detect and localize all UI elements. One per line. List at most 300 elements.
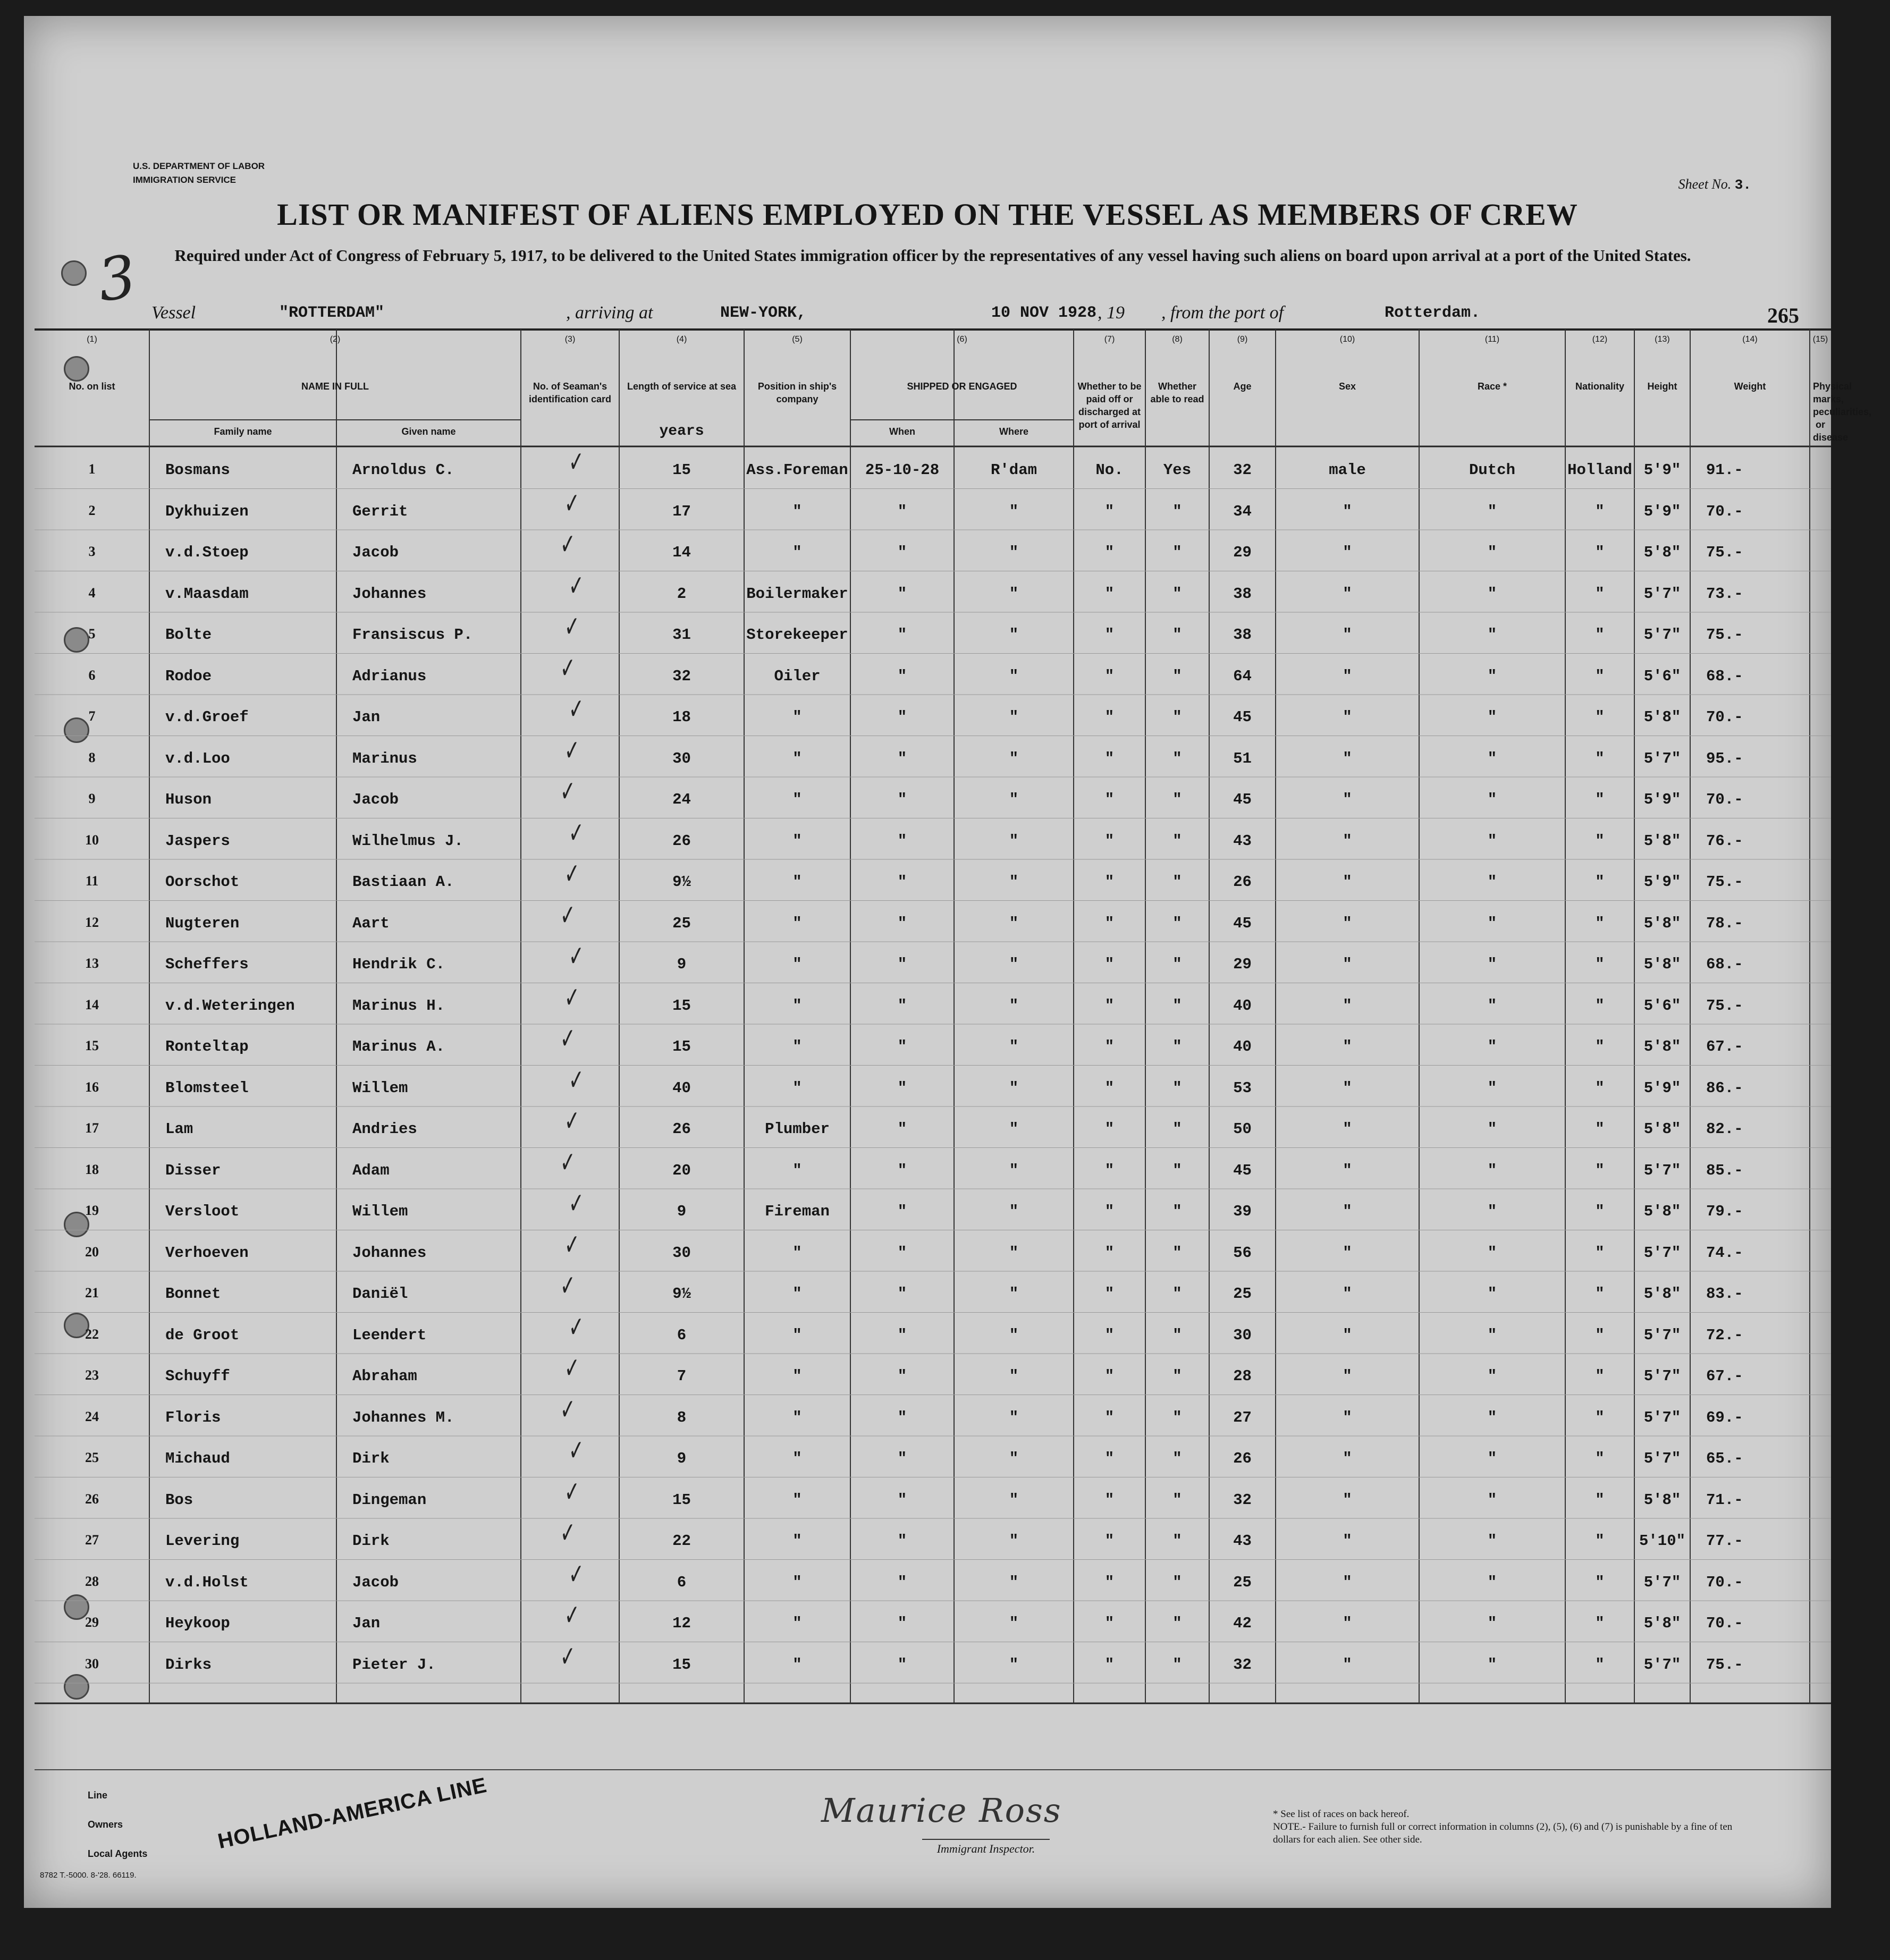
cell-weight: 75.- xyxy=(1706,873,1743,891)
cell-height: 5'8" xyxy=(1643,1491,1681,1509)
cell-given: Johannes xyxy=(352,1244,427,1262)
cell-weight: 68.- xyxy=(1706,956,1743,973)
cell-no: 2 xyxy=(88,502,96,518)
cell-read: " xyxy=(1172,956,1182,973)
cell-race: " xyxy=(1487,1161,1497,1179)
cell-paid: " xyxy=(1104,1655,1115,1674)
cell-no: 16 xyxy=(85,1079,99,1095)
cell-given: Arnoldus C. xyxy=(352,461,454,479)
cell-family: Nugteren xyxy=(165,914,240,932)
column-header: Length of service at sea xyxy=(627,381,737,392)
cell-given: Willem xyxy=(352,1079,408,1097)
cell-years: 9 xyxy=(677,1203,687,1220)
cell-weight: 70.- xyxy=(1706,502,1743,520)
note-races: * See list of races on back hereof. xyxy=(1273,1809,1410,1820)
cell-paid: " xyxy=(1104,1450,1115,1467)
cell-when: " xyxy=(897,1450,907,1467)
cell-family: Blomsteel xyxy=(165,1079,249,1097)
cell-sex: male xyxy=(1329,461,1366,479)
column-number: (8) xyxy=(1172,335,1183,344)
cell-sex: " xyxy=(1343,996,1352,1015)
cell-when: " xyxy=(897,873,907,891)
cell-where: " xyxy=(1009,791,1019,808)
cell-position: " xyxy=(792,544,802,561)
cell-where: " xyxy=(1009,1244,1019,1262)
cell-nationality: " xyxy=(1595,1367,1605,1385)
check-mark-icon: ✓ xyxy=(564,1104,580,1138)
column-number: (9) xyxy=(1237,335,1248,344)
cell-sex: " xyxy=(1343,873,1352,891)
cell-when: " xyxy=(897,1161,907,1179)
cell-weight: 67.- xyxy=(1706,1038,1743,1055)
cell-age: 40 xyxy=(1233,996,1252,1015)
cell-when: " xyxy=(897,1573,907,1591)
cell-read: " xyxy=(1172,1203,1182,1220)
column-number: (1) xyxy=(87,335,97,344)
cell-no: 17 xyxy=(85,1120,99,1136)
footer-label-line: Line xyxy=(88,1790,108,1801)
cell-height: 5'8" xyxy=(1643,914,1681,932)
column-number: (3) xyxy=(564,335,576,344)
cell-given: Andries xyxy=(352,1120,417,1138)
cell-position: " xyxy=(792,1244,802,1262)
cell-read: " xyxy=(1172,585,1182,603)
cell-weight: 75.- xyxy=(1706,544,1743,561)
cell-nationality: " xyxy=(1595,1655,1605,1674)
cell-when: " xyxy=(897,1203,907,1220)
cell-nationality: " xyxy=(1595,626,1605,644)
column-header: Weight xyxy=(1734,381,1766,392)
cell-age: 43 xyxy=(1233,832,1252,850)
check-mark-icon: ✓ xyxy=(569,445,584,479)
cell-race: " xyxy=(1487,1655,1497,1674)
sheet-label: Sheet No. xyxy=(1678,176,1732,192)
cell-family: Bonnet xyxy=(165,1285,221,1303)
cell-paid: " xyxy=(1104,502,1115,520)
cell-sex: " xyxy=(1343,585,1352,603)
cell-age: 29 xyxy=(1233,544,1252,561)
cell-paid: " xyxy=(1104,1615,1115,1632)
cell-sex: " xyxy=(1343,1655,1352,1674)
cell-where: " xyxy=(1009,626,1019,644)
column-header: Age xyxy=(1233,381,1252,392)
cell-position: " xyxy=(792,996,802,1015)
inspector-signature: Maurice Ross xyxy=(821,1791,1062,1830)
column-header: No. of Seaman's identification card xyxy=(528,381,612,404)
cell-weight: 82.- xyxy=(1706,1120,1743,1138)
cell-age: 28 xyxy=(1233,1367,1252,1385)
cell-no: 23 xyxy=(85,1367,99,1383)
cell-paid: " xyxy=(1104,749,1115,767)
cell-nationality: " xyxy=(1595,749,1605,767)
column-subheader: Family name xyxy=(214,426,272,437)
cell-family: Dykhuizen xyxy=(165,502,249,520)
column-header: Race * xyxy=(1477,381,1507,392)
cell-age: 26 xyxy=(1233,1450,1252,1467)
cell-years: 17 xyxy=(672,502,691,520)
check-mark-icon: ✓ xyxy=(564,486,580,521)
cell-no: 20 xyxy=(85,1244,99,1260)
cell-family: Disser xyxy=(165,1161,221,1179)
cell-read: " xyxy=(1172,1038,1182,1055)
cell-where: " xyxy=(1009,1038,1019,1055)
cell-where: " xyxy=(1009,1573,1019,1591)
cell-weight: 67.- xyxy=(1706,1367,1743,1385)
cell-where: " xyxy=(1009,1079,1019,1097)
cell-read: " xyxy=(1172,1532,1182,1550)
footer-notes xyxy=(1273,1808,1751,1846)
cell-paid: " xyxy=(1104,585,1115,603)
cell-nationality: " xyxy=(1595,956,1605,973)
cell-when: " xyxy=(897,626,907,644)
cell-given: Dirk xyxy=(352,1532,390,1550)
cell-paid: " xyxy=(1104,626,1115,644)
cell-where: " xyxy=(1009,1367,1019,1385)
cell-family: Bos xyxy=(165,1491,193,1509)
cell-where: R'dam xyxy=(990,461,1037,479)
cell-years: 31 xyxy=(672,626,691,644)
page-title: LIST OR MANIFEST OF ALIENS EMPLOYED ON THE VESSEL AS MEMBERS OF CREW xyxy=(277,197,1578,232)
cell-when: " xyxy=(897,914,907,932)
cell-nationality: " xyxy=(1595,1079,1605,1097)
cell-years: 25 xyxy=(672,914,691,932)
cell-sex: " xyxy=(1343,708,1352,726)
cell-height: 5'7" xyxy=(1643,749,1681,767)
cell-no: 8 xyxy=(88,749,96,765)
cell-sex: " xyxy=(1343,956,1352,973)
cell-position: " xyxy=(792,1079,802,1097)
cell-when: " xyxy=(897,1120,907,1138)
cell-when: " xyxy=(897,667,907,685)
cell-no: 7 xyxy=(88,708,96,724)
cell-when: " xyxy=(897,1038,907,1055)
cell-family: Lam xyxy=(165,1120,193,1138)
cell-weight: 77.- xyxy=(1706,1532,1743,1550)
cell-years: 40 xyxy=(672,1079,691,1097)
cell-read: " xyxy=(1172,873,1182,891)
cell-position: " xyxy=(792,749,802,767)
cell-when: " xyxy=(897,749,907,767)
agency-line-1: U.S. DEPARTMENT OF LABOR xyxy=(133,161,265,171)
cell-nationality: " xyxy=(1595,791,1605,808)
cell-when: " xyxy=(897,1408,907,1426)
cell-read: " xyxy=(1172,1161,1182,1179)
cell-given: Adrianus xyxy=(352,667,427,685)
cell-given: Jacob xyxy=(352,1573,399,1591)
cell-sex: " xyxy=(1343,1408,1352,1426)
cell-where: " xyxy=(1009,1285,1019,1303)
cell-height: 5'6" xyxy=(1643,996,1681,1015)
cell-when: " xyxy=(897,1491,907,1509)
cell-family: Verhoeven xyxy=(165,1244,249,1262)
cell-where: " xyxy=(1009,873,1019,891)
cell-race: " xyxy=(1487,544,1497,561)
column-header: Physical marks, peculiarities, or disease xyxy=(1813,381,1872,443)
cell-race: " xyxy=(1487,956,1497,973)
cell-height: 5'8" xyxy=(1643,1615,1681,1632)
column-header: Height xyxy=(1647,381,1677,392)
cell-race: " xyxy=(1487,585,1497,603)
cell-no: 18 xyxy=(85,1161,99,1177)
cell-no: 22 xyxy=(85,1326,99,1342)
cell-read: " xyxy=(1172,1285,1182,1303)
cell-height: 5'10" xyxy=(1639,1532,1685,1550)
cell-given: Jan xyxy=(352,708,381,726)
cell-read: " xyxy=(1172,667,1182,685)
cell-height: 5'9" xyxy=(1643,791,1681,808)
column-header: NAME IN FULL xyxy=(301,381,369,392)
cell-race: " xyxy=(1487,1532,1497,1550)
cell-age: 38 xyxy=(1233,626,1252,644)
cell-where: " xyxy=(1009,1655,1019,1674)
cell-age: 32 xyxy=(1233,1491,1252,1509)
cell-position: Storekeeper xyxy=(746,626,848,644)
cell-where: " xyxy=(1009,914,1019,932)
check-mark-icon: ✓ xyxy=(564,1228,580,1262)
cell-paid: " xyxy=(1104,708,1115,726)
handwritten-mark: 3 xyxy=(94,242,140,315)
cell-height: 5'7" xyxy=(1643,1573,1681,1591)
cell-no: 3 xyxy=(88,544,96,559)
cell-nationality: " xyxy=(1595,544,1605,561)
cell-read: " xyxy=(1172,749,1182,767)
cell-years: 6 xyxy=(677,1573,687,1591)
cell-where: " xyxy=(1009,1203,1019,1220)
cell-height: 5'8" xyxy=(1643,544,1681,561)
cell-weight: 78.- xyxy=(1706,914,1743,932)
cell-where: " xyxy=(1009,667,1019,685)
cell-sex: " xyxy=(1343,914,1352,932)
cell-height: 5'8" xyxy=(1643,1285,1681,1303)
check-mark-icon: ✓ xyxy=(564,1599,580,1633)
cell-given: Dirk xyxy=(352,1450,390,1467)
cell-years: 2 xyxy=(677,585,687,603)
cell-when: " xyxy=(897,502,907,520)
cell-years: 15 xyxy=(672,1655,691,1674)
cell-read: " xyxy=(1172,1120,1182,1138)
vessel-name: "ROTTERDAM" xyxy=(279,304,385,322)
cell-position: " xyxy=(792,502,802,520)
cell-sex: " xyxy=(1343,1326,1352,1344)
column-header: Position in ship's company xyxy=(757,381,837,404)
cell-sex: " xyxy=(1343,1450,1352,1467)
cell-race: " xyxy=(1487,1408,1497,1426)
cell-family: Rodoe xyxy=(165,667,212,685)
cell-years: 9½ xyxy=(672,873,691,891)
cell-given: Adam xyxy=(352,1161,390,1179)
footer-label-agents: Local Agents xyxy=(88,1848,148,1859)
footer-label-owners: Owners xyxy=(88,1819,123,1830)
cell-given: Johannes xyxy=(352,585,427,603)
column-header: SHIPPED OR ENGAGED xyxy=(907,381,1017,392)
cell-paid: " xyxy=(1104,544,1115,561)
cell-weight: 85.- xyxy=(1706,1161,1743,1179)
cell-nationality: " xyxy=(1595,996,1605,1015)
cell-paid: " xyxy=(1104,873,1115,891)
cell-given: Willem xyxy=(352,1203,408,1220)
cell-weight: 76.- xyxy=(1706,832,1743,850)
cell-position: " xyxy=(792,1326,802,1344)
cell-no: 6 xyxy=(88,667,96,683)
cell-family: Bolte xyxy=(165,626,212,644)
cell-race: " xyxy=(1487,626,1497,644)
cell-read: " xyxy=(1172,1491,1182,1509)
cell-no: 10 xyxy=(85,832,99,848)
cell-when: " xyxy=(897,1655,907,1674)
cell-race: " xyxy=(1487,1203,1497,1220)
cell-age: 56 xyxy=(1233,1244,1252,1262)
cell-position: Boilermaker xyxy=(746,585,848,603)
from-port: Rotterdam. xyxy=(1385,304,1481,322)
cell-weight: 72.- xyxy=(1706,1326,1743,1344)
check-mark-icon: ✓ xyxy=(560,898,576,933)
cell-where: " xyxy=(1009,1161,1019,1179)
cell-given: Aart xyxy=(352,914,390,932)
cell-where: " xyxy=(1009,832,1019,850)
cell-family: Ronteltap xyxy=(165,1038,249,1055)
cell-position: Ass.Foreman xyxy=(746,461,848,479)
note-label: NOTE. xyxy=(1273,1821,1303,1832)
cell-paid: " xyxy=(1104,791,1115,808)
column-number: (5) xyxy=(792,335,803,344)
cell-height: 5'6" xyxy=(1643,667,1681,685)
column-subheader: When xyxy=(889,426,915,437)
cell-nationality: " xyxy=(1595,1532,1605,1550)
cell-paid: No. xyxy=(1095,461,1124,479)
cell-age: 42 xyxy=(1233,1615,1252,1632)
cell-read: " xyxy=(1172,791,1182,808)
cell-sex: " xyxy=(1343,1615,1352,1632)
cell-position: " xyxy=(792,1367,802,1385)
cell-years: 30 xyxy=(672,749,691,767)
cell-race: " xyxy=(1487,749,1497,767)
cell-family: Huson xyxy=(165,791,212,808)
cell-age: 34 xyxy=(1233,502,1252,520)
cell-years: 8 xyxy=(677,1408,687,1426)
cell-weight: 95.- xyxy=(1706,749,1743,767)
cell-race: " xyxy=(1487,1285,1497,1303)
cell-nationality: " xyxy=(1595,1038,1605,1055)
cell-when: " xyxy=(897,1326,907,1344)
cell-sex: " xyxy=(1343,502,1352,520)
column-header: Whether able to read xyxy=(1150,381,1204,404)
cell-race: " xyxy=(1487,996,1497,1015)
cell-nationality: " xyxy=(1595,1120,1605,1138)
cell-read: " xyxy=(1172,996,1182,1015)
cell-sex: " xyxy=(1343,791,1352,808)
cell-height: 5'9" xyxy=(1643,502,1681,520)
cell-where: " xyxy=(1009,544,1019,561)
cell-years: 22 xyxy=(672,1532,691,1550)
cell-age: 45 xyxy=(1233,914,1252,932)
cell-weight: 68.- xyxy=(1706,667,1743,685)
cell-weight: 83.- xyxy=(1706,1285,1743,1303)
check-mark-icon: ✓ xyxy=(569,1187,584,1221)
cell-no: 4 xyxy=(88,585,96,601)
cell-sex: " xyxy=(1343,1367,1352,1385)
cell-position: " xyxy=(792,1285,802,1303)
cell-family: Jaspers xyxy=(165,832,230,850)
cell-race: " xyxy=(1487,1491,1497,1509)
cell-read: " xyxy=(1172,708,1182,726)
cell-position: " xyxy=(792,1491,802,1509)
cell-height: 5'7" xyxy=(1643,1408,1681,1426)
check-mark-icon: ✓ xyxy=(564,981,580,1015)
cell-years: 9½ xyxy=(672,1285,691,1303)
cell-when: " xyxy=(897,1285,907,1303)
cell-family: v.d.Loo xyxy=(165,749,230,767)
cell-years: 26 xyxy=(672,832,691,850)
cell-when: " xyxy=(897,1367,907,1385)
check-mark-icon: ✓ xyxy=(569,940,584,974)
cell-no: 9 xyxy=(88,791,96,806)
column-header: Sex xyxy=(1338,381,1356,392)
cell-family: v.d.Holst xyxy=(165,1573,249,1591)
cell-nationality: " xyxy=(1595,667,1605,685)
cell-age: 25 xyxy=(1233,1285,1252,1303)
cell-weight: 69.- xyxy=(1706,1408,1743,1426)
cell-weight: 91.- xyxy=(1706,461,1743,479)
cell-years: 24 xyxy=(672,791,691,808)
check-mark-icon: ✓ xyxy=(560,528,576,562)
cell-no: 26 xyxy=(85,1491,99,1507)
cell-given: Fransiscus P. xyxy=(352,626,473,644)
column-header: No. on list xyxy=(69,381,115,392)
check-mark-icon: ✓ xyxy=(569,569,584,603)
cell-no: 30 xyxy=(85,1655,99,1671)
cell-when: " xyxy=(897,956,907,973)
cell-race: " xyxy=(1487,1326,1497,1344)
cell-nationality: " xyxy=(1595,1161,1605,1179)
cell-race: " xyxy=(1487,1120,1497,1138)
cell-read: " xyxy=(1172,914,1182,932)
check-mark-icon: ✓ xyxy=(560,1640,576,1674)
cell-position: " xyxy=(792,791,802,808)
cell-weight: 70.- xyxy=(1706,791,1743,808)
column-header: Whether to be paid off or discharged at port of arrival xyxy=(1077,381,1142,430)
cell-where: " xyxy=(1009,749,1019,767)
cell-family: de Groot xyxy=(165,1326,240,1344)
check-mark-icon: ✓ xyxy=(564,1475,580,1509)
cell-family: v.d.Weteringen xyxy=(165,996,295,1015)
cell-given: Marinus H. xyxy=(352,996,445,1015)
cell-height: 5'8" xyxy=(1643,1203,1681,1220)
column-number: (6) xyxy=(957,335,967,344)
cell-where: " xyxy=(1009,1120,1019,1138)
cell-age: 50 xyxy=(1233,1120,1252,1138)
cell-given: Pieter J. xyxy=(352,1655,436,1674)
cell-given: Jacob xyxy=(352,791,399,808)
column-number: (10) xyxy=(1339,335,1355,344)
cell-height: 5'9" xyxy=(1643,461,1681,479)
check-mark-icon: ✓ xyxy=(560,1516,576,1550)
column-number: (4) xyxy=(676,335,687,344)
cell-paid: " xyxy=(1104,1408,1115,1426)
note-fine xyxy=(1273,1821,1751,1846)
cell-sex: " xyxy=(1343,544,1352,561)
cell-paid: " xyxy=(1104,1120,1115,1138)
cell-weight: 75.- xyxy=(1706,996,1743,1015)
cell-years: 9 xyxy=(677,1450,687,1467)
year-label: , 19 xyxy=(1098,303,1125,323)
cell-age: 32 xyxy=(1233,461,1252,479)
cell-height: 5'7" xyxy=(1643,1161,1681,1179)
cell-race: " xyxy=(1487,1367,1497,1385)
cell-family: Schuyff xyxy=(165,1367,230,1385)
cell-position: " xyxy=(792,1573,802,1591)
note-text: - Failure to furnish full or correct information in columns (2), (5), (6) and (7) is punishable by a fine of ten dollars for each alien. See other side. xyxy=(1273,1821,1733,1845)
cell-paid: " xyxy=(1104,996,1115,1015)
